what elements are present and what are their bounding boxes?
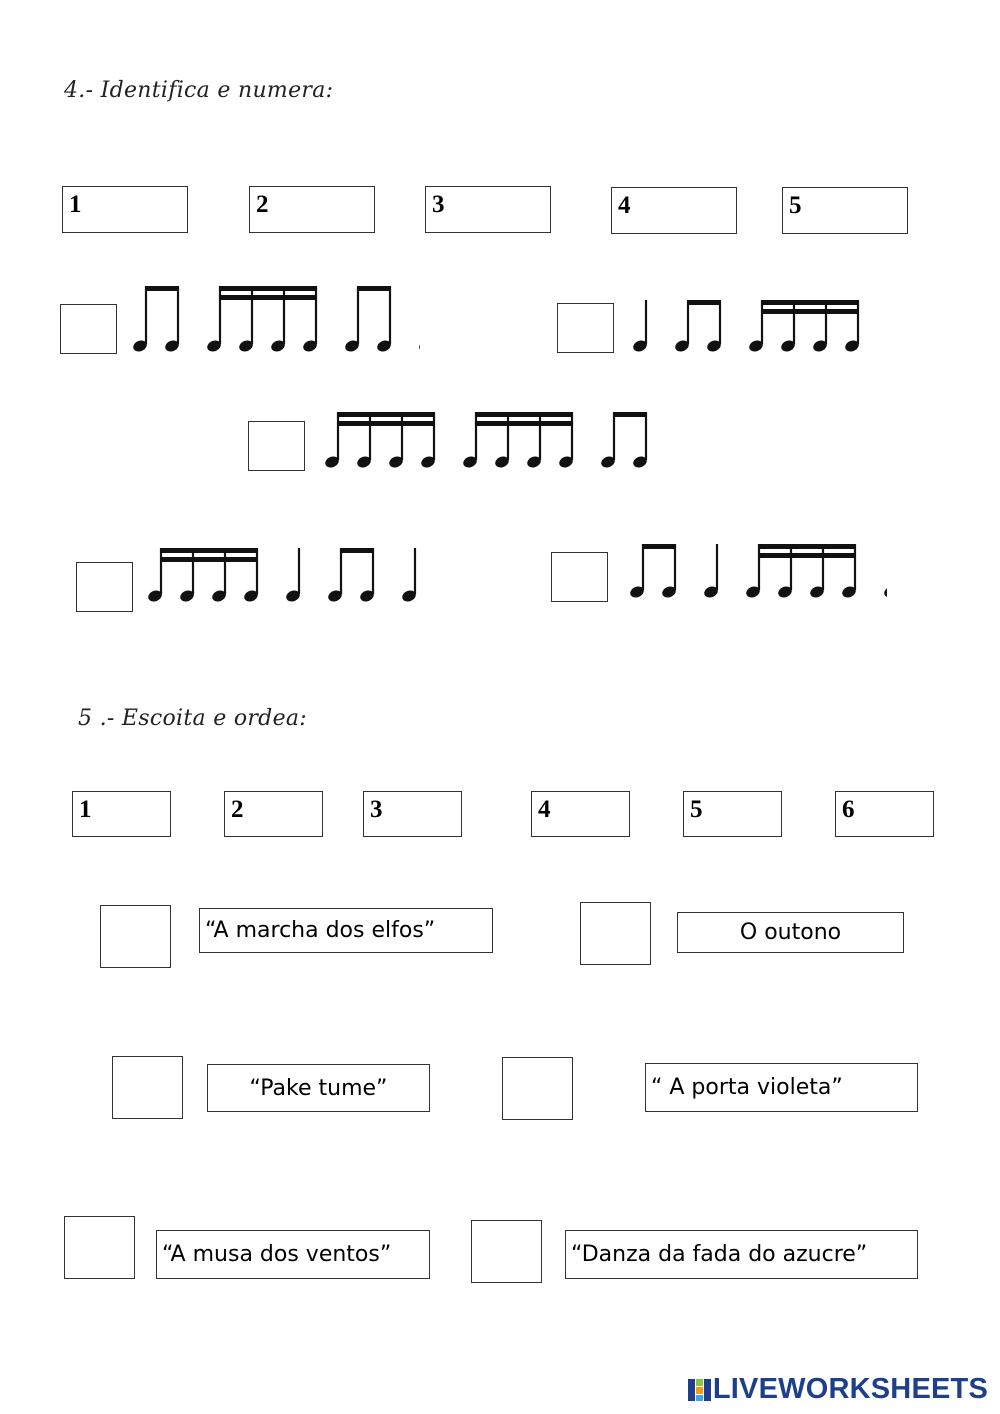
section-5-number-box-1 xyxy=(72,791,171,837)
note-beam xyxy=(758,544,856,549)
number-label: 4 xyxy=(618,192,631,219)
rhythm-answer-box-2[interactable] xyxy=(557,303,614,353)
number-label: 3 xyxy=(432,191,445,218)
song-title-porta-violeta: “ A porta violeta” xyxy=(645,1063,918,1112)
section-5-number-box-5 xyxy=(683,791,782,837)
song-title-marcha-dos-elfos: “A marcha dos elfos” xyxy=(199,908,493,953)
song-title-danza-fada-azucre: “Danza da fada do azucre” xyxy=(565,1230,918,1279)
note-beam-secondary xyxy=(761,309,859,314)
note-beam xyxy=(145,286,179,291)
section-4-number-box-1 xyxy=(62,186,188,233)
liveworksheets-logo-text: LIVEWORKSHEETS xyxy=(712,1373,988,1405)
note-beam-secondary xyxy=(160,557,258,562)
note-beam xyxy=(160,548,258,553)
liveworksheets-logo-icon xyxy=(687,1377,713,1403)
note-beam xyxy=(340,548,374,553)
number-label: 6 xyxy=(842,796,855,823)
number-label: 5 xyxy=(789,192,802,219)
note-beam xyxy=(613,412,647,417)
number-label: 2 xyxy=(256,191,269,218)
rhythm-notation-5 xyxy=(627,530,887,608)
section-5-number-box-3 xyxy=(363,791,462,837)
section-5-number-box-4 xyxy=(531,791,630,837)
section-5-heading: 5 .- Escoita e ordea: xyxy=(78,706,308,731)
note-beam xyxy=(337,412,435,417)
note-beam-secondary xyxy=(219,295,317,300)
note-beam xyxy=(357,286,391,291)
note-beam-secondary xyxy=(758,553,856,558)
song-title-musa-dos-ventos: “A musa dos ventos” xyxy=(156,1230,430,1279)
rhythm-answer-box-3[interactable] xyxy=(248,421,305,471)
note-beam xyxy=(642,544,676,549)
rhythm-answer-box-4[interactable] xyxy=(76,562,133,612)
section-4-number-box-2 xyxy=(249,186,375,233)
liveworksheets-logo xyxy=(687,1373,988,1406)
song-answer-box-3[interactable] xyxy=(112,1056,183,1119)
rhythm-notation-3 xyxy=(322,398,662,478)
rhythm-notation-1 xyxy=(130,272,420,362)
song-answer-box-5[interactable] xyxy=(64,1216,135,1279)
note-beam xyxy=(475,412,573,417)
note-beam xyxy=(687,300,721,305)
section-5-number-box-6 xyxy=(835,791,934,837)
section-4-heading: 4.- Identifica e numera: xyxy=(64,78,334,103)
section-4-number-box-5 xyxy=(782,187,908,234)
number-label: 1 xyxy=(69,191,82,218)
section-4-number-box-3 xyxy=(425,186,551,233)
song-title-pake-tume: “Pake tume” xyxy=(207,1064,430,1112)
song-title-outono: O outono xyxy=(677,912,904,953)
note-beam xyxy=(761,300,859,305)
number-label: 2 xyxy=(231,796,244,823)
note-head xyxy=(418,339,420,354)
section-5-number-box-2 xyxy=(224,791,323,837)
note-beam-secondary xyxy=(475,421,573,426)
rhythm-answer-box-1[interactable] xyxy=(60,304,117,354)
song-answer-box-1[interactable] xyxy=(100,905,171,968)
note-head xyxy=(883,585,887,600)
section-4-number-box-4 xyxy=(611,187,737,234)
note-beam-secondary xyxy=(337,421,435,426)
number-label: 4 xyxy=(538,796,551,823)
number-label: 1 xyxy=(79,796,92,823)
song-answer-box-6[interactable] xyxy=(471,1220,542,1283)
number-label: 3 xyxy=(370,796,383,823)
note-beam xyxy=(219,286,317,291)
rhythm-notation-4 xyxy=(145,534,420,612)
song-answer-box-4[interactable] xyxy=(502,1057,573,1120)
rhythm-answer-box-5[interactable] xyxy=(551,552,608,602)
rhythm-notation-2 xyxy=(630,286,880,362)
song-answer-box-2[interactable] xyxy=(580,902,651,965)
number-label: 5 xyxy=(690,796,703,823)
